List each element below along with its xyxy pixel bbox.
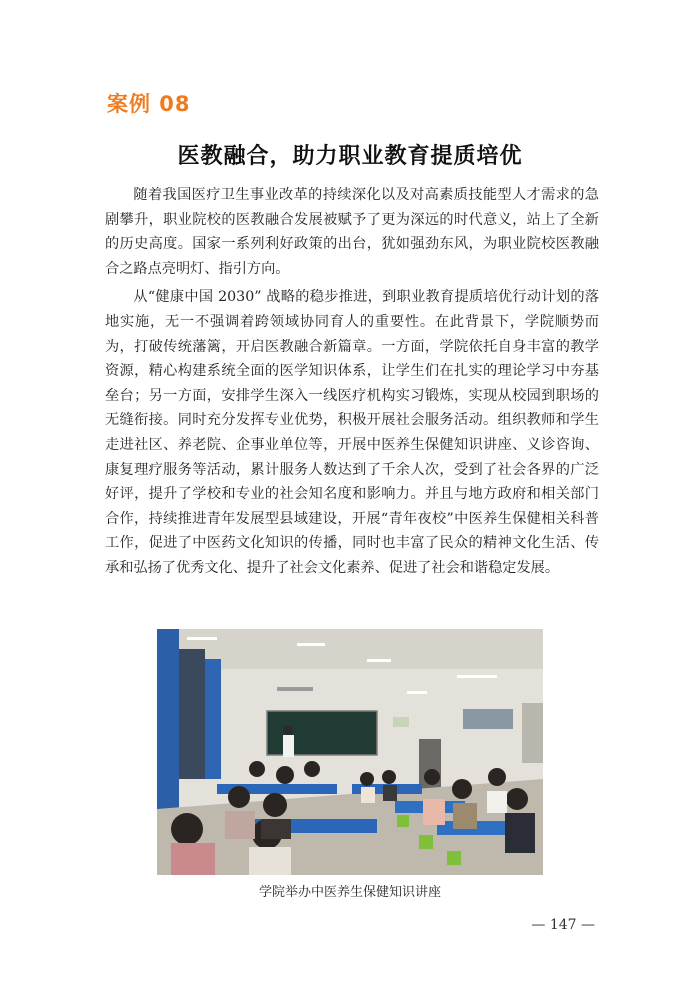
article-body bbox=[105, 183, 599, 585]
photo-caption: 学院举办中医养生保健知识讲座 bbox=[258, 885, 441, 900]
lecture-photo bbox=[157, 629, 543, 875]
article-title: 医教融合，助力职业教育提质培优 bbox=[177, 144, 523, 169]
page-number: — 147 — bbox=[531, 917, 595, 933]
case-label: 案例 08 bbox=[107, 92, 191, 116]
paragraph-2: 从“健康中国 2030” 战略的稳步推进，到职业教育提质培优行动计划的落地实施，无一不强调着跨领域协同育人的重要性。在此背景下，学院顺势而为，打破传统藩篱，开启医教融合新篇章。一方面，学院依托自身丰富的教学资源，精心构建系统全面的医学知识体系，让学生们在扎实的理论学习中夯基垒台；另一方面，安排学生深入一线医疗机构实习锻炼，实现从校园到职场的无缝衔接。同时充分发挥专业优势，积极开展社会服务活动。组织教师和学生走进社区、养老院、企事业单位等，开展中医养生保健知识讲座、义诊咨询、康复理疗服务等活动，累计服务人数达到了千余人次，受到了社会各界的广泛好评，提升了学校和专业的社会知名度和影响力。并且与地方政府和相关部门合作，持续推进青年发展型县域建设，开展“青年夜校”中医养生保健相关科普工作，促进了中医药文化知识的传播，同时也丰富了民众的精神文化生活、传承和弘扬了优秀文化、提升了社会文化素养、促进了社会和谐稳定发展。 bbox=[105, 289, 599, 576]
paragraph-1: 随着我国医疗卫生事业改革的持续深化以及对高素质技能型人才需求的急剧攀升，职业院校的医教融合发展被赋予了更为深远的时代意义，站上了全新的历史高度。国家一系列利好政策的出台，犹如强劲东风，为职业院校医教融合之路点亮明灯、指引方向。 bbox=[105, 187, 599, 277]
lecture-photo-illustration bbox=[157, 629, 543, 875]
